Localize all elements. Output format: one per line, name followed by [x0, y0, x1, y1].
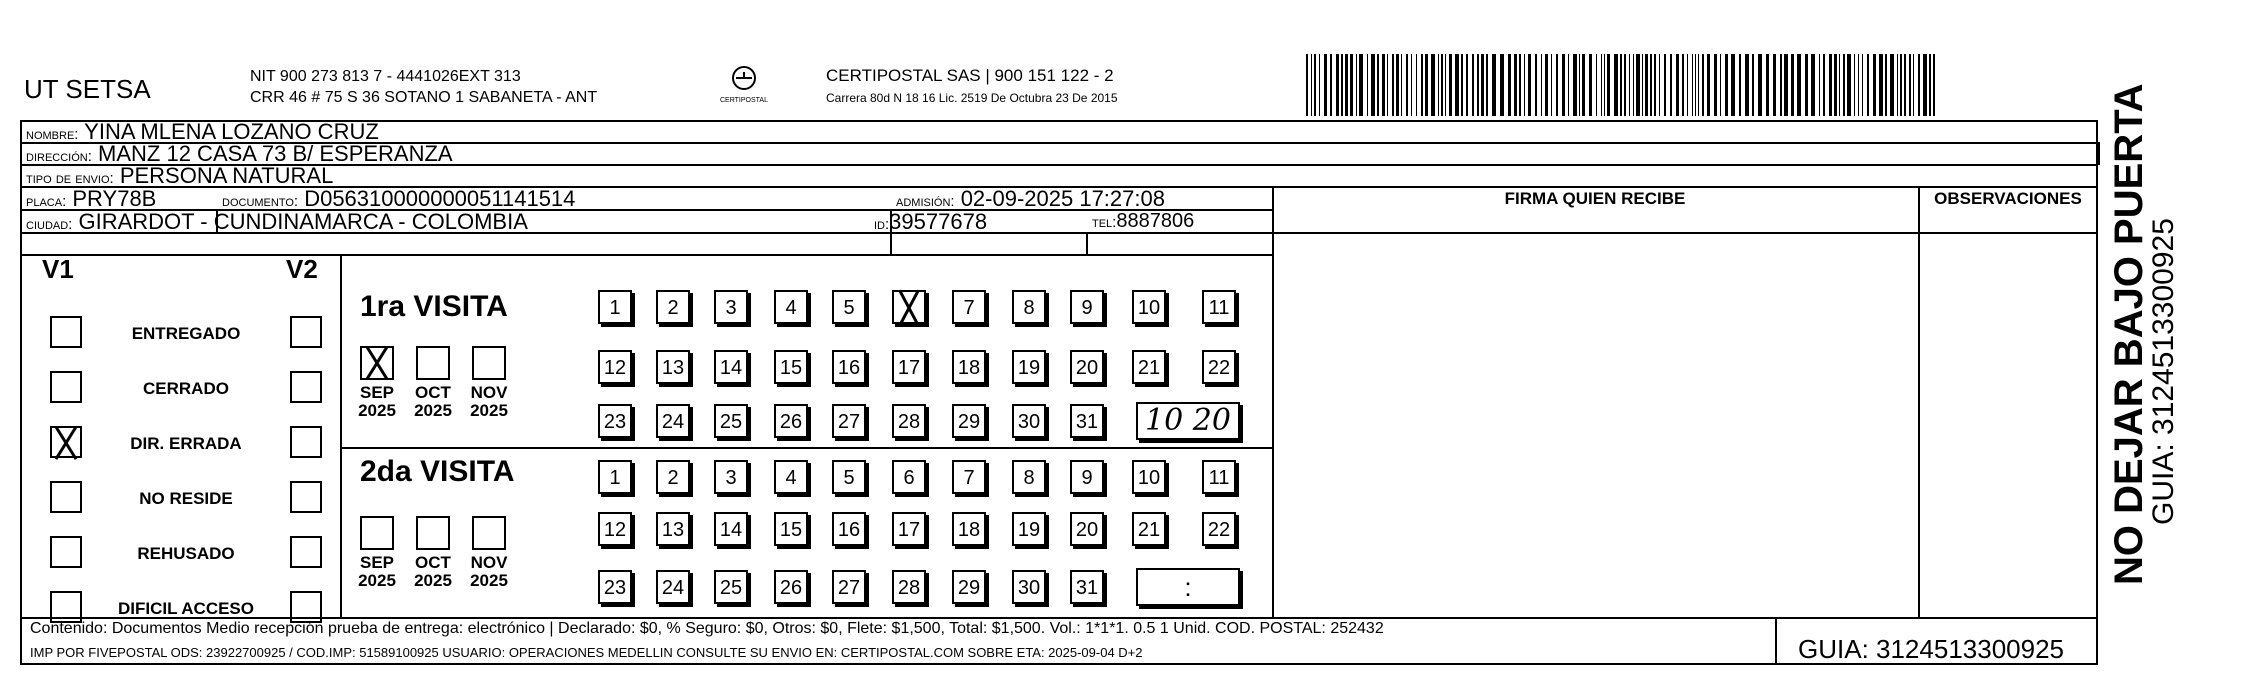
- v2-checkbox[interactable]: [290, 371, 322, 403]
- divider-v: [340, 254, 342, 617]
- barcode-bar: [1508, 54, 1511, 116]
- barcode-bar: [1492, 54, 1496, 116]
- visit1-day-box[interactable]: 28: [892, 404, 926, 438]
- barcode-bar: [1367, 54, 1368, 116]
- visit2-day-box[interactable]: 28: [892, 570, 926, 604]
- barcode-bar: [1371, 54, 1375, 116]
- visit2-day-box[interactable]: 6: [892, 460, 926, 494]
- barcode-bar: [1650, 54, 1652, 116]
- visit2-day-box[interactable]: 5: [832, 460, 866, 494]
- month-year: 2025: [414, 571, 452, 590]
- nombre-label: nombre:: [26, 126, 79, 143]
- side-notice: NO DEJAR BAJO PUERTA: [2107, 83, 2151, 585]
- barcode-bar: [1481, 54, 1484, 116]
- status-reason: CERRADO: [143, 379, 229, 398]
- visit2-day-box[interactable]: 13: [656, 512, 690, 546]
- barcode-bar: [1839, 54, 1840, 116]
- visit1-day-box[interactable]: 13: [656, 350, 690, 384]
- visit1-day-box[interactable]: 8: [1012, 290, 1046, 324]
- visit1-day-box[interactable]: 10: [1132, 290, 1166, 324]
- v1-header: V1: [42, 254, 74, 284]
- barcode-bar: [1900, 54, 1902, 116]
- status-reason: REHUSADO: [137, 544, 235, 563]
- visit2-month-label: [350, 554, 404, 590]
- visit2-day-box[interactable]: 8: [1012, 460, 1046, 494]
- visit1-day-box[interactable]: 1: [598, 290, 632, 324]
- barcode-bar: [1461, 54, 1463, 116]
- divider: [20, 254, 1272, 256]
- barcode-bar: [1356, 54, 1357, 116]
- barcode-bar: [1918, 54, 1920, 116]
- barcode-bar: [1582, 54, 1585, 116]
- visit1-day-box[interactable]: 5: [832, 290, 866, 324]
- barcode-bar: [1654, 54, 1656, 116]
- v2-header: V2: [286, 254, 318, 284]
- barcode-bar: [1664, 54, 1666, 116]
- firma-header: FIRMA QUIEN RECIBE: [1504, 189, 1686, 208]
- visit1-day-box[interactable]: 27: [832, 404, 866, 438]
- documento-value: D056310000000051141514: [304, 186, 576, 211]
- visit1-day-box[interactable]: 23: [598, 404, 632, 438]
- footer-content: Contenido: Documentos Medio recepción prueba de entrega: electrónico | Declarado: $0, % Seguro: $0, Otros: $0, Flete: $1,500, Total: $1,500. Vol.: 1*1*1. 0.5 1 Unid. COD. POSTAL: 252432: [30, 620, 1384, 637]
- v2-checkbox[interactable]: [290, 536, 322, 568]
- month-name: SEP: [359, 383, 395, 402]
- visit2-day-box[interactable]: 11: [1202, 460, 1236, 494]
- barcode-bar: [1396, 54, 1399, 116]
- barcode-bar: [1698, 54, 1699, 116]
- barcode-bar: [1387, 54, 1388, 116]
- admision-value: 02-09-2025 17:27:08: [960, 186, 1165, 211]
- id-label: id:: [874, 216, 890, 233]
- barcode-bar: [1601, 54, 1602, 116]
- month-name: OCT: [415, 553, 451, 572]
- barcode-bar: [1345, 54, 1348, 116]
- company-nit: [250, 66, 597, 108]
- barcode-bar: [1720, 54, 1721, 116]
- visit2-day-box[interactable]: 2: [656, 460, 690, 494]
- direccion-label: dirección:: [26, 148, 92, 165]
- barcode-bar: [1406, 54, 1408, 116]
- v1-checkbox[interactable]: [50, 316, 82, 348]
- barcode-bar: [1758, 54, 1762, 116]
- visit2-day-box[interactable]: 30: [1012, 570, 1046, 604]
- barcode-bar: [1780, 54, 1782, 116]
- visit2-day-box[interactable]: 10: [1132, 460, 1166, 494]
- visit1-month-checkbox[interactable]: [360, 346, 394, 380]
- barcode-bar: [1670, 54, 1672, 116]
- barcode-bar: [1486, 54, 1488, 116]
- visit1-day-box[interactable]: 18: [952, 350, 986, 384]
- visit1-day-box[interactable]: 9: [1070, 290, 1104, 324]
- status-reason: ENTREGADO: [131, 324, 241, 343]
- tipo-value: PERSONA NATURAL: [119, 163, 334, 188]
- barcode-bar: [1811, 54, 1815, 116]
- barcode-bar: [1614, 54, 1618, 116]
- visit2-day-box[interactable]: 29: [952, 570, 986, 604]
- barcode-bar: [1528, 54, 1531, 116]
- barcode-bar: [1311, 54, 1312, 116]
- barcode-bar: [1659, 54, 1660, 116]
- visit1-day-box[interactable]: 31: [1070, 404, 1104, 438]
- footer-print-info: IMP POR FIVEPOSTAL ODS: 23922700925 / COD.IMP: 51589100925 USUARIO: OPERACIONES MEDELLIN CONSULTE SU ENVIO EN: CERTIPOSTAL.COM SOBRE ETA: 2025-09-04 D+2: [30, 645, 1143, 660]
- visit2-day-box[interactable]: 26: [774, 570, 808, 604]
- barcode-bar: [1645, 54, 1648, 116]
- barcode-bar: [1441, 54, 1443, 116]
- visit2-day-box[interactable]: 9: [1070, 460, 1104, 494]
- barcode-bar: [1449, 54, 1452, 116]
- visit1-day-box[interactable]: 26: [774, 404, 808, 438]
- visit1-day-box[interactable]: 2: [656, 290, 690, 324]
- barcode-bar: [1676, 54, 1679, 116]
- barcode-bar: [1725, 54, 1728, 116]
- barcode-bar: [1766, 54, 1769, 116]
- visit1-day-box[interactable]: 12: [598, 350, 632, 384]
- visit2-day-box[interactable]: 25: [714, 570, 748, 604]
- month-year: 2025: [470, 571, 508, 590]
- footer-guia: GUIA: 3124513300925: [1798, 634, 2064, 664]
- visit1-day-box[interactable]: 4: [774, 290, 808, 324]
- visit2-time-box[interactable]: :: [1136, 568, 1240, 606]
- visit2-day-box[interactable]: 1: [598, 460, 632, 494]
- barcode-bar: [1604, 54, 1605, 116]
- visit1-month-label: [350, 384, 404, 420]
- barcode-bar: [1411, 54, 1412, 116]
- barcode-bar: [1923, 54, 1927, 116]
- barcode-bar: [1867, 54, 1869, 116]
- status-reason: NO RESIDE: [139, 489, 233, 508]
- divider-v: [1918, 186, 1920, 617]
- direccion-value: MANZ 12 CASA 73 B/ ESPERANZA: [98, 141, 453, 166]
- barcode-bar: [1562, 54, 1565, 116]
- status-reason: DIR. ERRADA: [130, 434, 242, 453]
- address-line: CRR 46 # 75 S 36 SOTANO 1 SABANETA - ANT: [250, 89, 598, 106]
- month-year: 2025: [470, 401, 508, 420]
- divider: [20, 617, 2098, 619]
- barcode-bar: [1823, 54, 1825, 116]
- ciudad-cell: [26, 209, 528, 235]
- visit2-day-box[interactable]: 3: [714, 460, 748, 494]
- barcode-bar: [1714, 54, 1717, 116]
- barcode-bar: [1642, 54, 1643, 116]
- barcode-bar: [1359, 54, 1363, 116]
- ciudad-label: ciudad:: [26, 216, 73, 233]
- barcode-bar: [1330, 54, 1332, 116]
- barcode-bar: [1589, 54, 1592, 116]
- v1-checkbox[interactable]: [50, 426, 82, 458]
- month-name: SEP: [359, 553, 395, 572]
- divider-v: [1086, 232, 1088, 254]
- visit2-day-box[interactable]: 15: [774, 512, 808, 546]
- visit1-day-box[interactable]: 30: [1012, 404, 1046, 438]
- month-name: NOV: [470, 383, 508, 402]
- visit1-time-box[interactable]: 10 20: [1136, 402, 1240, 440]
- visit1-month-checkbox[interactable]: [416, 346, 450, 380]
- visit1-month-checkbox[interactable]: [472, 346, 506, 380]
- visit1-day-box[interactable]: 3: [714, 290, 748, 324]
- barcode-bar: [1829, 54, 1832, 116]
- tel-label: tel:: [1092, 214, 1117, 231]
- tipo-label: tipo de envio:: [26, 170, 114, 187]
- barcode-bar: [1707, 54, 1710, 116]
- barcode-bar: [1739, 54, 1741, 116]
- barcode-bar: [1692, 54, 1693, 116]
- barcode-bar: [1858, 54, 1859, 116]
- barcode-bar: [1573, 54, 1577, 116]
- barcode-bar: [1438, 54, 1439, 116]
- month-year: 2025: [358, 401, 396, 420]
- barcode-bar: [1477, 54, 1479, 116]
- visit2-day-box[interactable]: 16: [832, 512, 866, 546]
- barcode-bar: [1472, 54, 1474, 116]
- barcode-bar: [1805, 54, 1808, 116]
- barcode-bar: [1382, 54, 1385, 116]
- svg-text:CERTIPOSTAL: CERTIPOSTAL: [720, 97, 768, 104]
- visit1-day-box[interactable]: [892, 290, 926, 324]
- visit2-day-box[interactable]: 24: [656, 570, 690, 604]
- visit2-day-box[interactable]: 14: [714, 512, 748, 546]
- visit2-day-box[interactable]: 19: [1012, 512, 1046, 546]
- barcode-bar: [1879, 54, 1883, 116]
- barcode-bar: [1854, 54, 1855, 116]
- barcode-bar: [1624, 54, 1626, 116]
- barcode-bar: [1629, 54, 1630, 116]
- barcode-bar: [1425, 54, 1428, 116]
- certipostal-logo: [716, 64, 772, 108]
- month-year: 2025: [414, 401, 452, 420]
- side-guia: GUIA: 3124513300925: [2147, 218, 2180, 525]
- placa-value: PRY78B: [72, 186, 157, 211]
- id-value: 39577678: [889, 209, 988, 234]
- barcode-bar: [1466, 54, 1468, 116]
- visit2-day-box[interactable]: 12: [598, 512, 632, 546]
- v2-checkbox[interactable]: [290, 426, 322, 458]
- barcode-bar: [1633, 54, 1634, 116]
- month-year: 2025: [358, 571, 396, 590]
- nit-line: NIT 900 273 813 7 - 4441026EXT 313: [250, 68, 521, 85]
- barcode-bar: [1524, 54, 1525, 116]
- visit1-day-box[interactable]: 16: [832, 350, 866, 384]
- ciudad-value: GIRARDOT - CUNDINAMARCA - COLOMBIA: [78, 209, 528, 234]
- visit1-title: 1ra VISITA: [360, 290, 508, 323]
- barcode-bar: [1862, 54, 1863, 116]
- visit1-day-box[interactable]: 19: [1012, 350, 1046, 384]
- barcode-bar: [1341, 54, 1343, 116]
- barcode-bar: [1890, 54, 1894, 116]
- v2-checkbox[interactable]: [290, 481, 322, 513]
- id-cell: [874, 209, 987, 235]
- visit2-month-checkbox[interactable]: [416, 516, 450, 550]
- barcode-bar: [1797, 54, 1801, 116]
- divider-v: [1272, 186, 1274, 617]
- visit1-day-box[interactable]: 17: [892, 350, 926, 384]
- carrier-info: [826, 64, 1118, 110]
- carrier-name: CERTIPOSTAL SAS | 900 151 122 - 2: [826, 66, 1114, 85]
- divider-v: [2098, 142, 2100, 165]
- barcode-bar: [1596, 54, 1597, 116]
- visit1-day-box[interactable]: 29: [952, 404, 986, 438]
- barcode-bar: [1636, 54, 1640, 116]
- observaciones-header: OBSERVACIONES: [1934, 189, 2082, 208]
- visit1-day-box[interactable]: 24: [656, 404, 690, 438]
- barcode-bar: [1791, 54, 1794, 116]
- barcode-bar: [1682, 54, 1684, 116]
- barcode-bar: [1819, 54, 1820, 116]
- barcode-bar: [1929, 54, 1931, 116]
- barcode-bar: [1620, 54, 1622, 116]
- barcode-bar: [1579, 54, 1580, 116]
- barcode-bar: [1514, 54, 1517, 116]
- visit2-month-label: [462, 554, 516, 590]
- barcode-bar: [1455, 54, 1459, 116]
- barcode-bar: [1731, 54, 1735, 116]
- divider-v: [1775, 617, 1777, 665]
- barcode-bar: [1885, 54, 1887, 116]
- visit1-day-box[interactable]: 14: [714, 350, 748, 384]
- visit1-day-box[interactable]: 22: [1202, 350, 1236, 384]
- barcode-bar: [1541, 54, 1542, 116]
- barcode-bar: [1535, 54, 1537, 116]
- v2-checkbox[interactable]: [290, 316, 322, 348]
- barcode-bar: [1545, 54, 1548, 116]
- barcode-bar: [1445, 54, 1446, 116]
- v2-checkbox[interactable]: [290, 591, 322, 623]
- barcode: [1306, 54, 1942, 116]
- barcode-bar: [1847, 54, 1851, 116]
- visit2-month-checkbox[interactable]: [360, 516, 394, 550]
- barcode-bar: [1500, 54, 1504, 116]
- barcode-bar: [1336, 54, 1339, 116]
- barcode-bar: [1568, 54, 1569, 116]
- barcode-bar: [1773, 54, 1776, 116]
- nombre-value: YINA MLENA LOZANO CRUZ: [84, 119, 379, 144]
- v1-checkbox[interactable]: [50, 536, 82, 568]
- barcode-bar: [1897, 54, 1898, 116]
- barcode-bar: [1752, 54, 1754, 116]
- barcode-bar: [1933, 54, 1935, 116]
- barcode-bar: [1702, 54, 1704, 116]
- barcode-bar: [1904, 54, 1906, 116]
- visit2-day-box[interactable]: 17: [892, 512, 926, 546]
- barcode-bar: [1401, 54, 1402, 116]
- barcode-bar: [1556, 54, 1558, 116]
- barcode-bar: [1784, 54, 1788, 116]
- visit2-day-box[interactable]: 4: [774, 460, 808, 494]
- barcode-bar: [1834, 54, 1837, 116]
- month-name: NOV: [470, 553, 508, 572]
- visit1-month-label: [406, 384, 460, 420]
- visit1-day-box[interactable]: 21: [1132, 350, 1166, 384]
- barcode-bar: [1551, 54, 1552, 116]
- visit2-month-checkbox[interactable]: [472, 516, 506, 550]
- visit1-day-box[interactable]: 15: [774, 350, 808, 384]
- barcode-bar: [1319, 54, 1320, 116]
- status-reason: DIFICIL ACCESO: [117, 599, 254, 618]
- visit1-month-label: [462, 384, 516, 420]
- v1-checkbox[interactable]: [50, 591, 82, 623]
- v1-checkbox[interactable]: [50, 371, 82, 403]
- divider: [340, 447, 1272, 449]
- visit2-day-box[interactable]: 22: [1202, 512, 1236, 546]
- barcode-bar: [1324, 54, 1327, 116]
- visit2-day-box[interactable]: 31: [1070, 570, 1104, 604]
- barcode-bar: [1745, 54, 1749, 116]
- barcode-bar: [1873, 54, 1876, 116]
- documento-label: documento:: [222, 193, 299, 210]
- barcode-bar: [1314, 54, 1316, 116]
- v1-checkbox[interactable]: [50, 481, 82, 513]
- carrier-license: Carrera 80d N 18 16 Lic. 2519 De Octubra 23 De 2015: [826, 91, 1118, 105]
- barcode-bar: [1687, 54, 1688, 116]
- company-name: UT SETSA: [24, 74, 151, 104]
- barcode-bar: [1909, 54, 1911, 116]
- visit2-day-box[interactable]: 18: [952, 512, 986, 546]
- visit2-month-label: [406, 554, 460, 590]
- tel-value: 8887806: [1116, 210, 1195, 232]
- tel-cell: [1092, 210, 1194, 233]
- barcode-bar: [1843, 54, 1845, 116]
- barcode-bar: [1350, 54, 1353, 116]
- admision-label: admisión:: [896, 193, 955, 210]
- barcode-bar: [1306, 54, 1308, 116]
- barcode-bar: [1421, 54, 1423, 116]
- visit2-day-box[interactable]: 7: [952, 460, 986, 494]
- barcode-bar: [1607, 54, 1610, 116]
- barcode-bar: [1431, 54, 1435, 116]
- placa-label: placa:: [26, 193, 67, 210]
- visit2-title: 2da VISITA: [360, 455, 515, 488]
- month-name: OCT: [415, 383, 451, 402]
- barcode-bar: [1392, 54, 1394, 116]
- barcode-bar: [1913, 54, 1914, 116]
- visit1-day-box[interactable]: 11: [1202, 290, 1236, 324]
- visit2-day-box[interactable]: 20: [1070, 512, 1104, 546]
- barcode-bar: [1377, 54, 1379, 116]
- barcode-bar: [1695, 54, 1696, 116]
- visit1-day-box[interactable]: 25: [714, 404, 748, 438]
- visit2-day-box[interactable]: 21: [1132, 512, 1166, 546]
- visit1-day-box[interactable]: 7: [952, 290, 986, 324]
- visit1-day-box[interactable]: 20: [1070, 350, 1104, 384]
- visit2-day-box[interactable]: 27: [832, 570, 866, 604]
- barcode-bar: [1416, 54, 1417, 116]
- barcode-bar: [1519, 54, 1521, 116]
- visit2-day-box[interactable]: 23: [598, 570, 632, 604]
